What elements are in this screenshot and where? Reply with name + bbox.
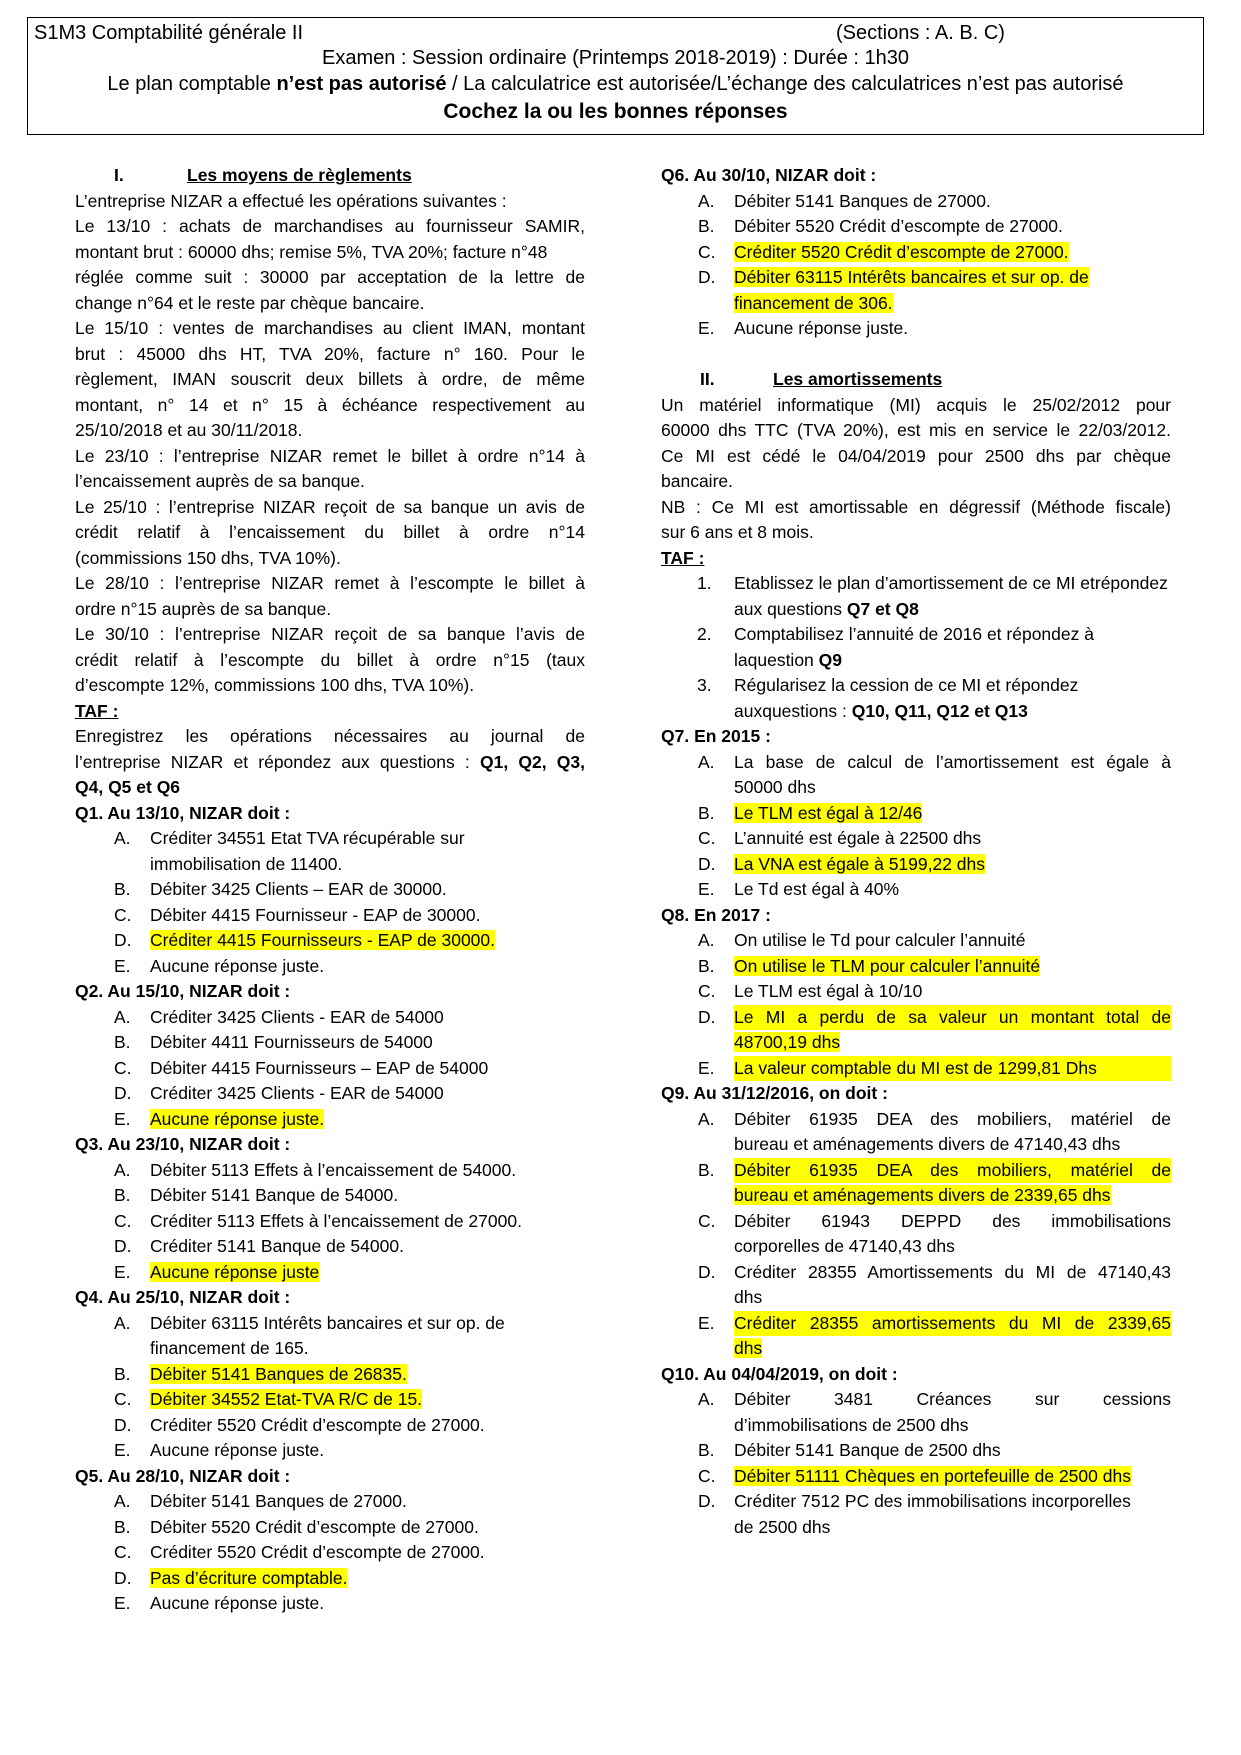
taf-label: TAF : xyxy=(661,547,705,568)
question-title: Q8. En 2017 : xyxy=(661,904,771,925)
answer-option-highlighted[interactable]: E. Aucune réponse juste xyxy=(114,1261,320,1282)
answer-option[interactable]: E. Aucune réponse juste. xyxy=(114,955,325,976)
text-line: Le 13/10 : achats de marchandises au fournisseur SAMIR, xyxy=(75,216,585,236)
answer-option[interactable]: B. Débiter 3425 Clients – EAR de 30000. xyxy=(114,879,447,899)
instruction: Cochez la ou les bonnes réponses xyxy=(443,100,788,123)
text-line: NB : Ce MI est amortissable en dégressif (Méthode fiscale) xyxy=(661,496,1171,517)
text-line: crédit relatif à l’encaissement du billet à ordre n°14 xyxy=(75,522,585,542)
question-title: Q7. En 2015 : xyxy=(661,726,771,746)
text-line: montant brut : 60000 dhs; remise 5%, TVA 20%; facture n°48 xyxy=(75,241,548,262)
text-line: sur 6 ans et 8 mois. xyxy=(661,522,814,542)
exam-session: Examen : Session ordinaire (Printemps 2018-2019) : Durée : 1h30 xyxy=(322,47,909,69)
left-column xyxy=(75,163,585,1617)
question-title: Q3. Au 23/10, NIZAR doit : xyxy=(75,1134,291,1154)
text-line: réglée comme suit : 30000 par acceptation de la lettre de xyxy=(75,267,585,287)
answer-option[interactable]: D. Créditer 7512 PC des immobilisations incorporelles de 2500 dhs xyxy=(698,1491,1131,1537)
answer-option-highlighted[interactable]: D. Débiter 63115 Intérêts bancaires et sur op. de financement de 306. xyxy=(698,267,1089,313)
text-line: l’entreprise NIZAR et répondez aux questions : Q1, Q2, Q3, xyxy=(75,751,585,772)
text-line: bancaire. xyxy=(661,471,733,491)
answer-option-highlighted[interactable]: C. Créditer 5520 Crédit d’escompte de 27000. xyxy=(698,241,1069,262)
answer-option-highlighted[interactable]: E. La valeur comptable du MI est de 1299,81 Dhs xyxy=(661,1056,1171,1082)
answer-option[interactable]: B. Débiter 5520 Crédit d’escompte de 27000. xyxy=(114,1516,479,1537)
question-title: Q4. Au 25/10, NIZAR doit : xyxy=(75,1287,291,1307)
text-line: change n°64 et le reste par chèque bancaire. xyxy=(75,292,425,313)
text-line: Le 28/10 : l’entreprise NIZAR remet à l’escompte le billet à xyxy=(75,573,585,593)
text-line: Un matériel informatique (MI) acquis le 25/02/2012 pour xyxy=(661,394,1171,415)
answer-option[interactable]: C. Débiter 4415 Fournisseurs – EAP de 54000 xyxy=(114,1057,489,1078)
question-title: Q9. Au 31/12/2016, on doit : xyxy=(661,1083,888,1103)
answer-option[interactable]: A. Débiter 61935 DEA des mobiliers, matériel de bureau et aménagements divers de 47140,43 dhs xyxy=(698,1108,1171,1154)
answer-option-highlighted[interactable]: D. Pas d’écriture comptable. xyxy=(114,1567,348,1588)
answer-option[interactable]: D. Créditer 3425 Clients - EAR de 54000 xyxy=(114,1083,444,1103)
answer-option[interactable]: A. Débiter 5141 Banques de 27000. xyxy=(114,1491,407,1511)
answer-option[interactable]: C. Créditer 5113 Effets à l’encaissement de 27000. xyxy=(114,1210,522,1231)
question-title: Q5. Au 28/10, NIZAR doit : xyxy=(75,1465,291,1486)
task-step: 3. Régularisez la cession de ce MI et répondez auxquestions : Q10, Q11, Q12 et Q13 xyxy=(697,675,1079,721)
answer-option[interactable]: A. On utilise le Td pour calculer l’annuité xyxy=(698,930,1026,950)
text-line: L’entreprise NIZAR a effectué les opérations suivantes : xyxy=(75,190,507,211)
answer-option[interactable]: A. Débiter 63115 Intérêts bancaires et sur op. de financement de 165. xyxy=(114,1312,505,1358)
section-title: II. Les amortissements xyxy=(700,369,943,389)
right-column xyxy=(661,163,1171,1540)
question-title: Q2. Au 15/10, NIZAR doit : xyxy=(75,981,291,1001)
answer-option[interactable]: A. Débiter 5113 Effets à l’encaissement de 54000. xyxy=(114,1159,517,1180)
text-line: l’encaissement auprès de sa banque. xyxy=(75,471,365,491)
text-line: Le 25/10 : l’entreprise NIZAR reçoit de sa banque un avis de xyxy=(75,496,585,517)
answer-option-highlighted[interactable]: B. Le TLM est égal à 12/46 xyxy=(698,802,923,823)
text-line: 60000 dhs TTC (TVA 20%), est mis en service le 22/03/2012. xyxy=(661,420,1171,440)
answer-option-highlighted[interactable]: C. Débiter 34552 Etat-TVA R/C de 15. xyxy=(114,1389,423,1409)
answer-option[interactable]: C. Créditer 5520 Crédit d’escompte de 27000. xyxy=(114,1542,485,1562)
text-line: ordre n°15 auprès de sa banque. xyxy=(75,598,332,619)
taf-label: TAF : xyxy=(75,700,119,721)
text-line: Le 15/10 : ventes de marchandises au client IMAN, montant xyxy=(75,318,585,338)
answer-option[interactable]: E. Aucune réponse juste. xyxy=(114,1440,325,1460)
question-title: Q1. Au 13/10, NIZAR doit : xyxy=(75,802,291,823)
text-line: d’escompte 12%, commissions 100 dhs, TVA 10%). xyxy=(75,675,475,695)
answer-option[interactable]: D. Créditer 5141 Banque de 54000. xyxy=(114,1236,404,1256)
answer-option[interactable]: A. Créditer 3425 Clients - EAR de 54000 xyxy=(114,1006,444,1027)
answer-option[interactable]: B. Débiter 5141 Banque de 54000. xyxy=(114,1185,399,1205)
answer-option[interactable]: D. Créditer 5520 Crédit d’escompte de 27000. xyxy=(114,1414,485,1435)
text-line: montant, n° 14 et n° 15 à échéance respectivement au xyxy=(75,394,585,415)
answer-option[interactable]: A. Créditer 34551 Etat TVA récupérable sur immobilisation de 11400. xyxy=(114,828,465,874)
text-line: 25/10/2018 et au 30/11/2018. xyxy=(75,420,303,440)
answer-option[interactable]: A. Débiter 3481 Créances sur cessions d’immobilisations de 2500 dhs xyxy=(698,1389,1171,1435)
section-title: I. Les moyens de règlements xyxy=(114,165,412,185)
answer-option[interactable]: D. Créditer 28355 Amortissements du MI de 47140,43 dhs xyxy=(698,1261,1171,1307)
answer-option-highlighted[interactable]: E. Créditer 28355 amortissements du MI de 2339,65 dhs xyxy=(698,1312,1171,1358)
answer-option-highlighted[interactable]: B. Débiter 5141 Banques de 26835. xyxy=(114,1363,407,1384)
task-step: 1. Etablissez le plan d’amortissement de ce MI etrépondez aux questions Q7 et Q8 xyxy=(697,573,1168,619)
answer-option[interactable]: E. Aucune réponse juste. xyxy=(698,318,909,338)
answer-option[interactable]: B. Débiter 4411 Fournisseurs de 54000 xyxy=(114,1032,433,1052)
text-line: Ce MI est cédé le 04/04/2019 pour 2500 dhs par chèque xyxy=(661,445,1171,466)
answer-option-highlighted[interactable]: D. Le MI a perdu de sa valeur un montant total de 48700,19 dhs xyxy=(698,1006,1171,1052)
exam-rules: Le plan comptable n’est pas autorisé / La calculatrice est autorisée/L’échange des calculatrices n’est pas autorisé xyxy=(107,73,1124,95)
text-line: Enregistrez les opérations nécessaires au journal de xyxy=(75,726,585,746)
answer-option[interactable]: C. Débiter 4415 Fournisseur - EAP de 30000. xyxy=(114,904,481,925)
task-step: 2. Comptabilisez l’annuité de 2016 et répondez à laquestion Q9 xyxy=(697,624,1094,670)
answer-option-highlighted[interactable]: E. Aucune réponse juste. xyxy=(114,1108,325,1129)
answer-option[interactable]: B. Débiter 5520 Crédit d’escompte de 27000. xyxy=(698,216,1063,236)
answer-option[interactable]: E. Aucune réponse juste. xyxy=(114,1593,325,1613)
answer-option[interactable]: E. Le Td est égal à 40% xyxy=(698,879,900,899)
text-line: crédit relatif à l’escompte du billet à ordre n°15 (taux xyxy=(75,649,585,670)
answer-option-highlighted[interactable]: B. Débiter 61935 DEA des mobiliers, matériel de bureau et aménagements divers de 2339,65 dhs xyxy=(698,1159,1171,1205)
sections-label: (Sections : A. B. C) xyxy=(836,22,1005,44)
question-title: Q10. Au 04/04/2019, on doit : xyxy=(661,1363,898,1384)
course-title: S1M3 Comptabilité générale II xyxy=(34,22,304,44)
exam-header xyxy=(27,17,1204,135)
question-title: Q6. Au 30/10, NIZAR doit : xyxy=(661,165,877,185)
answer-option-highlighted[interactable]: B. On utilise le TLM pour calculer l’annuité xyxy=(698,955,1041,976)
answer-option-highlighted[interactable]: D. La VNA est égale à 5199,22 dhs xyxy=(698,853,986,874)
answer-option[interactable]: A. La base de calcul de l’amortissement est égale à 50000 dhs xyxy=(698,751,1171,797)
answer-option[interactable]: C. Le TLM est égal à 10/10 xyxy=(698,981,923,1001)
answer-option[interactable]: C. Débiter 61943 DEPPD des immobilisations corporelles de 47140,43 dhs xyxy=(698,1210,1171,1256)
text-line: (commissions 150 dhs, TVA 10%). xyxy=(75,547,341,568)
text-line: Le 30/10 : l’entreprise NIZAR reçoit de sa banque l’avis de xyxy=(75,624,585,644)
answer-option[interactable]: B. Débiter 5141 Banque de 2500 dhs xyxy=(698,1440,1001,1460)
answer-option[interactable]: C. L’annuité est égale à 22500 dhs xyxy=(698,828,982,848)
answer-option[interactable]: A. Débiter 5141 Banques de 27000. xyxy=(698,190,991,211)
text-line: Q4, Q5 et Q6 xyxy=(75,777,181,797)
text-line: Le 23/10 : l’entreprise NIZAR remet le billet à ordre n°14 à xyxy=(75,445,585,466)
text-line: brut : 45000 dhs HT, TVA 20%, facture n° 160. Pour le xyxy=(75,343,585,364)
text-line: règlement, IMAN souscrit deux billets à ordre, de même xyxy=(75,369,585,389)
answer-option-highlighted[interactable]: C. Débiter 51111 Chèques en portefeuille de 2500 dhs xyxy=(698,1465,1131,1486)
answer-option-highlighted[interactable]: D. Créditer 4415 Fournisseurs - EAP de 30000. xyxy=(114,930,496,950)
